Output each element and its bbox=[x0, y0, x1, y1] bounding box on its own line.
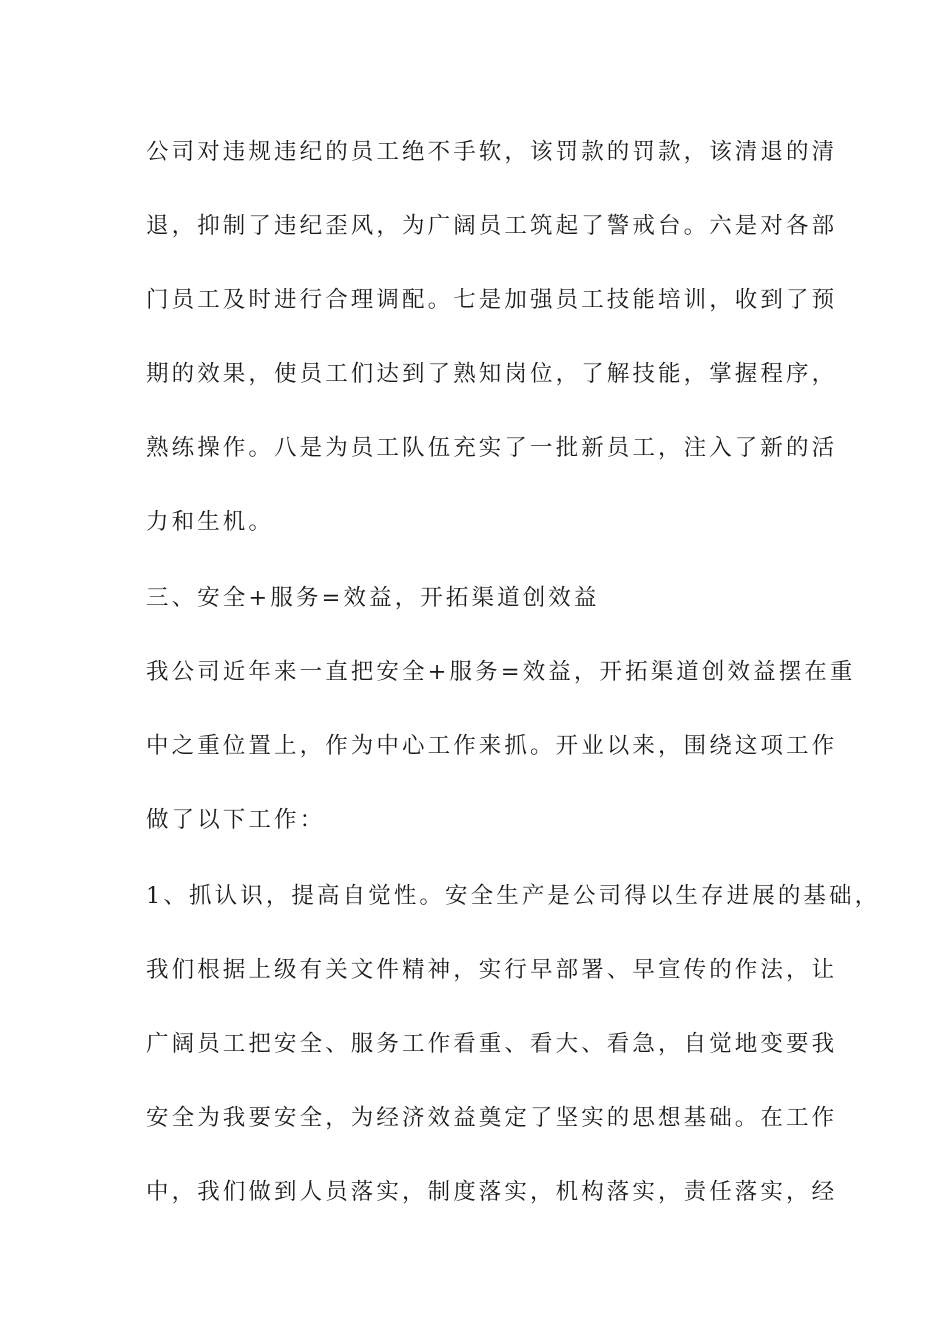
text-line-15: 中，我们做到人员落实，制度落实，机构落实，责任落实，经 bbox=[146, 1179, 838, 1205]
text-line-2: 退，抑制了违纪歪风，为广阔员工筑起了警戒台。六是对各部 bbox=[146, 213, 838, 239]
text-line-8: 我公司近年来一直把安全+服务=效益，开拓渠道创效益摆在重 bbox=[146, 659, 856, 685]
text-line-1: 公司对违规违纪的员工绝不手软，该罚款的罚款，该清退的清 bbox=[146, 139, 838, 165]
text-line-3: 门员工及时进行合理调配。七是加强员工技能培训，收到了预 bbox=[146, 287, 838, 313]
text-line-11: 1、抓认识，提高自觉性。安全生产是公司得以生存进展的基础， bbox=[146, 883, 881, 909]
text-line-4: 期的效果，使员工们达到了熟知岗位，了解技能，掌握程序， bbox=[146, 361, 838, 387]
text-line-5: 熟练操作。八是为员工队伍充实了一批新员工，注入了新的活 bbox=[146, 435, 838, 461]
text-line-14: 安全为我要安全，为经济效益奠定了坚实的思想基础。在工作 bbox=[146, 1105, 838, 1131]
text-line-13: 广阔员工把安全、服务工作看重、看大、看急，自觉地变要我 bbox=[146, 1031, 838, 1057]
text-line-9: 中之重位置上，作为中心工作来抓。开业以来，围绕这项工作 bbox=[146, 733, 838, 759]
text-line-10: 做了以下工作： bbox=[146, 807, 326, 833]
text-line-6: 力和生机。 bbox=[146, 509, 275, 535]
section-heading: 三、安全+服务=效益，开拓渠道创效益 bbox=[146, 585, 600, 611]
text-line-12: 我们根据上级有关文件精神，实行早部署、早宣传的作法，让 bbox=[146, 957, 838, 983]
